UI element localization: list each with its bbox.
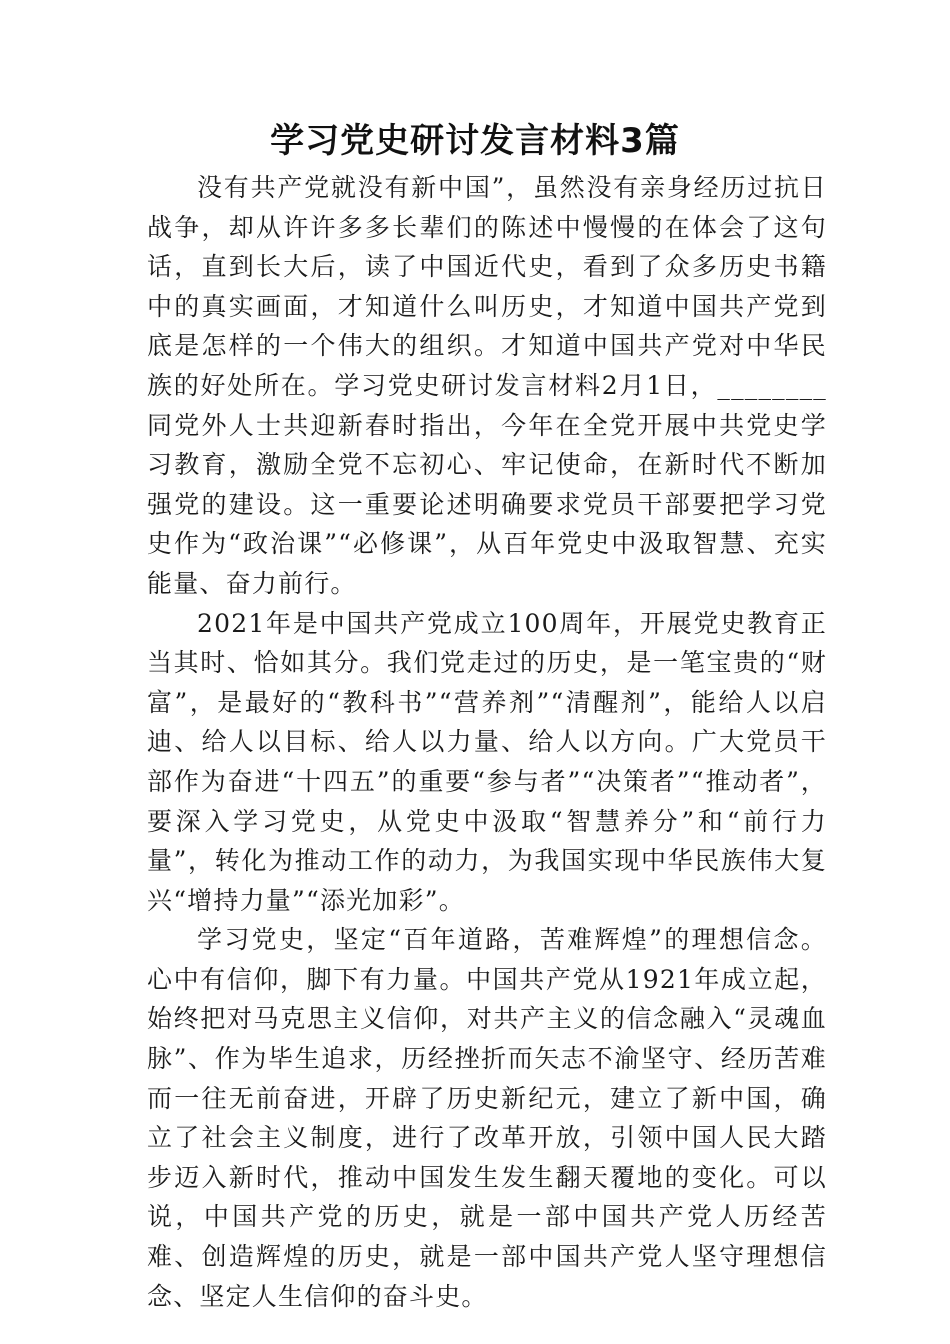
document-title: 学习党史研讨发言材料3篇 bbox=[270, 121, 680, 161]
paragraph-1: 没有共产党就没有新中国”，虽然没有亲身经历过抗日战争，却从许许多多长辈们的陈述中慢慢的在体会了这句话，直到长大后，读了中国近代史，看到了众多历史书籍中的真实画面，才知道什么叫历史，才知道中国共产党到底是怎样的一个伟大的组织。才知道中国共产党对中华民族的好处所在。学习党史研讨发言材料2月1日，________同党外人士共迎新春时指出，今年在全党开展中共党史学习教育，激励全党不忘初心、牢记使命，在新时代不断加强党的建设。这一重要论述明确要求党员干部要把学习党史作为“政治课”“必修课”，从百年党史中汲取智慧、充实能量、奋力前行。 bbox=[147, 173, 827, 598]
document-body bbox=[147, 168, 827, 1316]
paragraph-2: 2021年是中国共产党成立100周年，开展党史教育正当其时、恰如其分。我们党走过的历史，是一笔宝贵的“财富”，是最好的“教科书”“营养剂”“清醒剂”，能给人以启迪、给人以目标、给人以力量、给人以方向。广大党员干部作为奋进“十四五”的重要“参与者”“决策者”“推动者”，要深入学习党史，从党史中汲取“智慧养分”和“前行力量”，转化为推动工作的动力，为我国实现中华民族伟大复兴“增持力量”“添光加彩”。 bbox=[147, 608, 827, 915]
paragraph-3: 学习党史，坚定“百年道路，苦难辉煌”的理想信念。心中有信仰，脚下有力量。中国共产党从1921年成立起，始终把对马克思主义信仰，对共产主义的信念融入“灵魂血脉”、作为毕生追求，历经挫折而矢志不渝坚守、经历苦难而一往无前奋进，开辟了历史新纪元，建立了新中国，确立了社会主义制度，进行了改革开放，引领中国人民大踏步迈入新时代，推动中国发生发生翻天覆地的变化。可以说，中国共产党的历史，就是一部中国共产党人历经苦难、创造辉煌的历史，就是一部中国共产党人坚守理想信念、坚定人生信仰的奋斗史。 bbox=[147, 925, 827, 1311]
